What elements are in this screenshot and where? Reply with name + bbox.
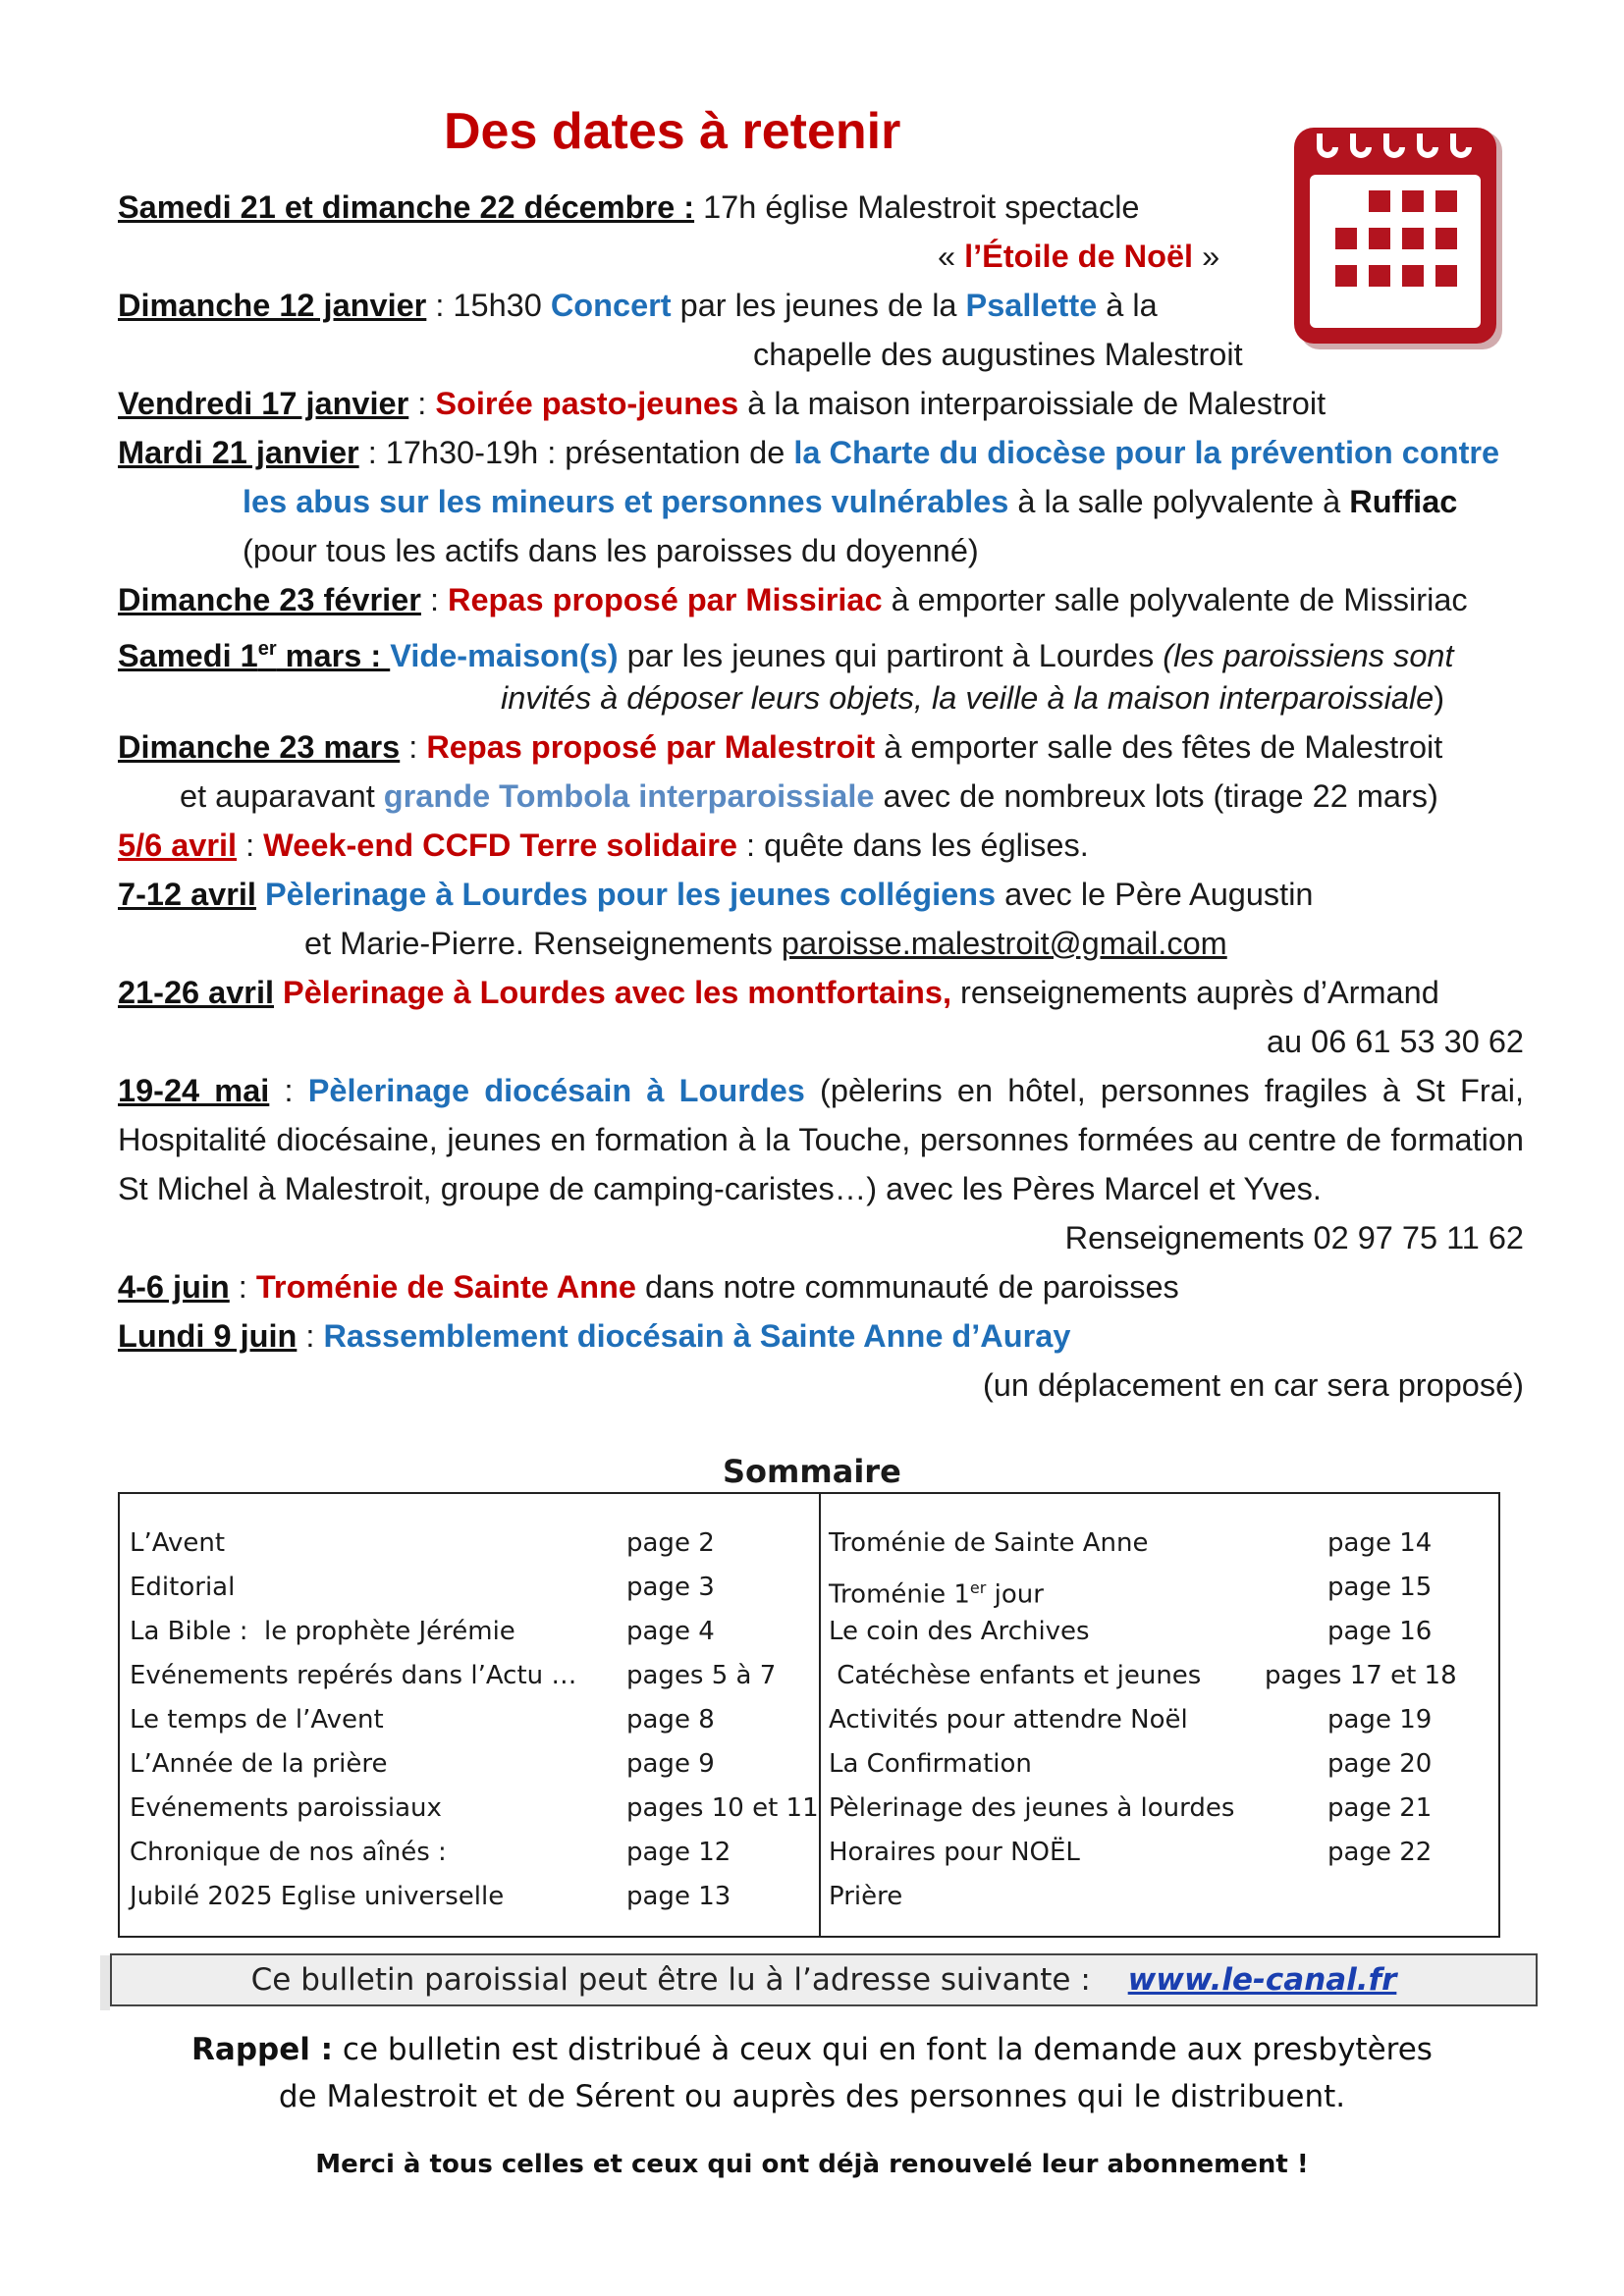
toc-title-sup: er: [969, 1578, 987, 1597]
toc-page: pages 17 et 18: [1265, 1661, 1457, 1690]
date-sup: er: [257, 638, 277, 660]
event-text: à emporter salle polyvalente de Missiriac: [882, 582, 1468, 617]
reminder-line: [0, 2026, 1624, 2073]
toc-row: [130, 1654, 817, 1698]
toc-page: page 16: [1327, 1617, 1433, 1646]
event-line: [118, 379, 1524, 428]
toc-page: pages 10 et 11: [626, 1793, 819, 1823]
event-line: [118, 232, 1524, 281]
event-text: ): [1434, 680, 1445, 716]
event-highlight: la Charte du diocèse pour la prévention contre: [793, 435, 1500, 470]
event-text: :: [400, 729, 427, 765]
toc-page: page 14: [1327, 1528, 1433, 1558]
event-highlight: les abus sur les mineurs et personnes vulnérables: [243, 484, 1009, 519]
event-highlight: Troménie de Sainte Anne: [255, 1269, 636, 1305]
event-line: [118, 575, 1524, 624]
toc-row: [130, 1522, 817, 1566]
event-highlight: grande Tombola interparoissiale: [383, 778, 875, 814]
event-date: 5/6 avril: [118, 828, 238, 863]
event-text: dans notre communauté de paroisses: [635, 1269, 1179, 1305]
toc-page: page 19: [1327, 1705, 1433, 1735]
event-line: [118, 870, 1524, 919]
event-line: [118, 428, 1524, 477]
toc-page: page 22: [1327, 1838, 1433, 1867]
date-part: Samedi 1: [118, 637, 258, 673]
event-highlight: Repas proposé par Malestroit: [426, 729, 876, 765]
event-line: [118, 919, 1524, 968]
event-text: 17h église Malestroit spectacle: [694, 189, 1140, 225]
toc-title: Le coin des Archives: [829, 1617, 1090, 1646]
toc-row: [130, 1875, 817, 1919]
toc-row: [130, 1566, 817, 1610]
toc-page: page 2: [626, 1528, 715, 1558]
toc-row: [829, 1566, 1496, 1610]
toc-title: La Bible : le prophète Jérémie: [130, 1617, 515, 1646]
event-line: [118, 673, 1524, 722]
event-text: avec de nombreux lots (tirage 22 mars): [874, 778, 1438, 814]
event-text: :: [237, 828, 264, 863]
event-line: [118, 526, 1524, 575]
event-highlight: l’Étoile de Noël: [964, 239, 1194, 274]
event-text: :: [408, 386, 436, 421]
toc-row: [829, 1522, 1496, 1566]
event-text: à la salle polyvalente à: [1008, 484, 1350, 519]
toc-title: Prière: [829, 1882, 903, 1911]
event-note: (les paroissiens sont: [1163, 637, 1454, 673]
event-text: [256, 877, 265, 912]
event-phone: Renseignements 02 97 75 11 62: [1064, 1220, 1524, 1255]
quote-open: «: [938, 239, 965, 274]
event-line: [118, 722, 1524, 772]
toc-divider: [819, 1494, 821, 1936]
toc-row: [130, 1698, 817, 1742]
notice-text: Ce bulletin paroissial peut être lu à l’adresse suivante :: [250, 1962, 1101, 1998]
event-line: [118, 624, 1524, 673]
event-date: Dimanche 12 janvier: [118, 288, 427, 323]
event-line: [118, 477, 1524, 526]
event-text: par les jeunes de la: [671, 288, 966, 323]
toc-title: Pèlerinage des jeunes à lourdes: [829, 1793, 1235, 1823]
event-date: 7-12 avril: [118, 877, 256, 912]
toc-column-left: [130, 1522, 817, 1919]
event-text: : 17h30-19h : présentation de: [358, 435, 794, 470]
toc-row: [829, 1787, 1496, 1831]
event-text: avec le Père Augustin: [996, 877, 1314, 912]
toc-page: page 4: [626, 1617, 715, 1646]
event-line: [118, 821, 1524, 870]
toc-row: [829, 1875, 1496, 1919]
table-of-contents: [118, 1492, 1500, 1938]
toc-title: L’Avent: [130, 1528, 226, 1558]
event-date: Mardi 21 janvier: [118, 435, 359, 470]
event-line: [118, 1262, 1524, 1311]
event-text: : quête dans les églises.: [737, 828, 1089, 863]
event-place: Ruffiac: [1349, 484, 1458, 519]
toc-title: Troménie de Sainte Anne: [829, 1528, 1149, 1558]
toc-title: Jubilé 2025 Eglise universelle: [130, 1882, 505, 1911]
event-date: Dimanche 23 février: [118, 582, 421, 617]
event-date: [118, 638, 390, 673]
event-text: à la: [1097, 288, 1158, 323]
event-text: :: [420, 582, 449, 617]
website-link[interactable]: www.le-canal.fr: [1127, 1962, 1397, 1998]
event-line: [118, 330, 1524, 379]
thanks-message: Merci à tous celles et ceux qui ont déjà renouvelé leur abonnement !: [315, 2150, 1309, 2179]
toc-page: page 8: [626, 1705, 715, 1735]
event-text: à emporter salle des fêtes de Malestroit: [875, 729, 1443, 765]
event-date: 21-26 avril: [118, 975, 275, 1010]
event-date: 4-6 juin: [118, 1269, 230, 1305]
toc-page: page 13: [626, 1882, 731, 1911]
toc-row: [130, 1610, 817, 1654]
event-text: et Marie-Pierre. Renseignements: [304, 926, 782, 961]
page-title: Des dates à retenir: [444, 103, 901, 160]
toc-column-right: [829, 1522, 1496, 1919]
event-date: Vendredi 17 janvier: [118, 386, 409, 421]
toc-title: Evénements paroissiaux: [130, 1793, 442, 1823]
toc-page: page 15: [1327, 1573, 1433, 1602]
event-highlight: Pèlerinage à Lourdes pour les jeunes collégiens: [264, 877, 997, 912]
event-highlight: Pèlerinage à Lourdes avec les montfortains,: [283, 975, 951, 1010]
toc-title: Le temps de l’Avent: [130, 1705, 384, 1735]
date-part: mars :: [276, 637, 391, 673]
toc-title: Chronique de nos aînés :: [130, 1838, 447, 1867]
toc-row: [130, 1787, 817, 1831]
event-highlight: Week-end CCFD Terre solidaire: [263, 828, 737, 863]
toc-row: [829, 1654, 1496, 1698]
toc-title: Editorial: [130, 1573, 236, 1602]
event-paragraph: [118, 1066, 1524, 1213]
toc-page: pages 5 à 7: [626, 1661, 777, 1690]
toc-row: [829, 1610, 1496, 1654]
event-highlight: Rassemblement diocésain à Sainte Anne d’Auray: [323, 1318, 1071, 1354]
event-phone: au 06 61 53 30 62: [1266, 1024, 1524, 1059]
event-highlight: Concert: [550, 288, 672, 323]
toc-title: Activités pour attendre Noël: [829, 1705, 1188, 1735]
toc-title: Evénements repérés dans l’Actu …: [130, 1661, 577, 1690]
toc-row: [829, 1698, 1496, 1742]
toc-page: page 21: [1327, 1793, 1433, 1823]
event-line: [118, 772, 1524, 821]
event-text: et auparavant: [180, 778, 384, 814]
event-highlight: Vide-maison(s): [390, 637, 619, 673]
toc-title-part: jour: [986, 1579, 1044, 1610]
event-line: [118, 281, 1524, 330]
toc-title: Horaires pour NOËL: [829, 1838, 1080, 1867]
event-line: [118, 1213, 1524, 1262]
toc-title: L’Année de la prière: [130, 1749, 388, 1779]
event-highlight: Repas proposé par Missiriac: [448, 582, 883, 617]
toc-page: page 12: [626, 1838, 731, 1867]
event-text: chapelle des augustines Malestroit: [753, 337, 1243, 372]
event-text: (pour tous les actifs dans les paroisses du doyenné): [243, 533, 979, 568]
reminder-line: de Malestroit et de Sérent ou auprès des personnes qui le distribuent.: [278, 2079, 1346, 2114]
reminder-label: Rappel :: [191, 2032, 334, 2067]
toc-page: page 20: [1327, 1749, 1433, 1779]
email-link[interactable]: paroisse.malestroit@gmail.com: [781, 926, 1227, 961]
event-text: :: [229, 1269, 256, 1305]
toc-row: [829, 1742, 1496, 1787]
quote-close: »: [1193, 239, 1220, 274]
toc-title: La Confirmation: [829, 1749, 1032, 1779]
event-date: 19-24 mai: [118, 1073, 270, 1108]
event-date: Dimanche 23 mars: [118, 729, 401, 765]
event-line: [118, 968, 1524, 1017]
event-line: [118, 1361, 1524, 1410]
toc-page: page 3: [626, 1573, 715, 1602]
sommaire-title: Sommaire: [723, 1453, 901, 1490]
event-line: [118, 183, 1524, 232]
toc-row: [130, 1831, 817, 1875]
toc-row: [829, 1831, 1496, 1875]
event-text: : 15h30: [426, 288, 551, 323]
notice-shadow: [100, 1955, 110, 2010]
event-text: renseignements auprès d’Armand: [950, 975, 1439, 1010]
event-text: (pèlerins en hôtel, personnes fragiles à St Frai, Hospitalité diocésaine, jeunes en formation à la Touche, personnes formées au centre de formation St Michel à Malestroit, groupe de camping-caristes…) avec les Pères Marcel et Yves.: [118, 1073, 1524, 1206]
reminder: [0, 2026, 1624, 2120]
reminder-text: ce bulletin est distribué à ceux qui en font la demande aux presbytères: [333, 2032, 1433, 2067]
toc-title: Catéchèse enfants et jeunes: [829, 1661, 1202, 1690]
event-date: Lundi 9 juin: [118, 1318, 298, 1354]
event-note: invités à déposer leurs objets, la veille à la maison interparoissiale: [501, 680, 1435, 716]
event-text: (un déplacement en car sera proposé): [982, 1367, 1524, 1403]
event-text: par les jeunes qui partiront à Lourdes: [618, 637, 1164, 673]
toc-page: page 9: [626, 1749, 715, 1779]
event-highlight: Psallette: [965, 288, 1098, 323]
event-highlight: Soirée pasto-jeunes: [435, 386, 739, 421]
event-line: [118, 1017, 1524, 1066]
event-text: [274, 975, 283, 1010]
event-text: :: [269, 1073, 308, 1108]
toc-row: [130, 1742, 817, 1787]
website-notice: [110, 1953, 1538, 2006]
toc-title-part: Troménie 1: [829, 1579, 970, 1610]
event-text: :: [297, 1318, 324, 1354]
events-list: [118, 183, 1524, 1410]
event-text: à la maison interparoissiale de Malestroit: [738, 386, 1326, 421]
event-line: [118, 1311, 1524, 1361]
event-highlight: Pèlerinage diocésain à Lourdes: [307, 1073, 805, 1108]
event-date: Samedi 21 et dimanche 22 décembre :: [118, 189, 695, 225]
